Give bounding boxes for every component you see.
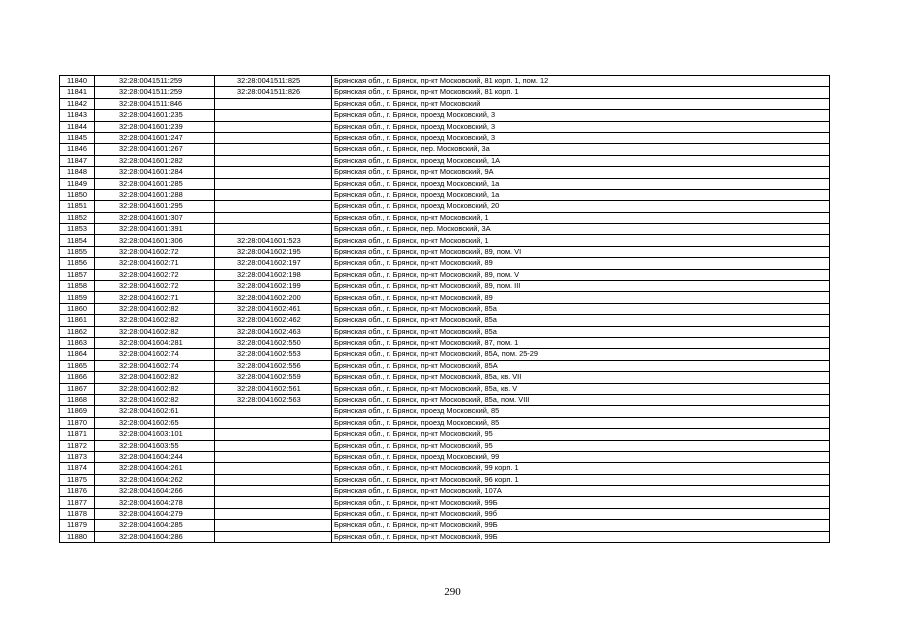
linked-cadastral-number-cell: 32:28:0041511:825 <box>215 76 332 87</box>
table-row <box>60 292 830 303</box>
table-row <box>60 429 830 440</box>
linked-cadastral-number-cell <box>215 121 332 132</box>
row-number-cell: 11851 <box>60 201 95 212</box>
cadastral-number-cell: 32:28:0041601:288 <box>95 189 215 200</box>
table-row <box>60 337 830 348</box>
row-number-cell: 11875 <box>60 474 95 485</box>
address-cell: Брянская обл., г. Брянск, пр-кт Московский, 107А <box>332 486 830 497</box>
table-row <box>60 451 830 462</box>
linked-cadastral-number-cell <box>215 167 332 178</box>
cadastral-number-cell: 32:28:0041603:55 <box>95 440 215 451</box>
linked-cadastral-number-cell <box>215 520 332 531</box>
cadastral-number-cell: 32:28:0041603:101 <box>95 429 215 440</box>
linked-cadastral-number-cell: 32:28:0041602:559 <box>215 372 332 383</box>
linked-cadastral-number-cell <box>215 212 332 223</box>
linked-cadastral-number-cell <box>215 531 332 542</box>
linked-cadastral-number-cell <box>215 429 332 440</box>
table-row <box>60 360 830 371</box>
row-number-cell: 11854 <box>60 235 95 246</box>
row-number-cell: 11873 <box>60 451 95 462</box>
table-row <box>60 189 830 200</box>
row-number-cell: 11863 <box>60 337 95 348</box>
row-number-cell: 11841 <box>60 87 95 98</box>
linked-cadastral-number-cell: 32:28:0041602:461 <box>215 303 332 314</box>
linked-cadastral-number-cell <box>215 406 332 417</box>
address-cell: Брянская обл., г. Брянск, пер. Московский, 3а <box>332 144 830 155</box>
linked-cadastral-number-cell: 32:28:0041602:200 <box>215 292 332 303</box>
table-row <box>60 303 830 314</box>
linked-cadastral-number-cell <box>215 451 332 462</box>
cadastral-number-cell: 32:28:0041601:282 <box>95 155 215 166</box>
table-row <box>60 167 830 178</box>
linked-cadastral-number-cell <box>215 178 332 189</box>
row-number-cell: 11859 <box>60 292 95 303</box>
address-cell: Брянская обл., г. Брянск, пр-кт Московский, 85а, кв. V <box>332 383 830 394</box>
row-number-cell: 11842 <box>60 98 95 109</box>
table-row <box>60 258 830 269</box>
row-number-cell: 11844 <box>60 121 95 132</box>
address-cell: Брянская обл., г. Брянск, пр-кт Московский, 81 корп. 1 <box>332 87 830 98</box>
row-number-cell: 11856 <box>60 258 95 269</box>
address-cell: Брянская обл., г. Брянск, пр-кт Московский, 99б <box>332 508 830 519</box>
table-row <box>60 224 830 235</box>
table-row <box>60 417 830 428</box>
linked-cadastral-number-cell <box>215 440 332 451</box>
cadastral-number-cell: 32:28:0041602:72 <box>95 269 215 280</box>
linked-cadastral-number-cell <box>215 132 332 143</box>
cadastral-number-cell: 32:28:0041602:74 <box>95 360 215 371</box>
address-cell: Брянская обл., г. Брянск, пр-кт Московский <box>332 98 830 109</box>
cadastral-number-cell: 32:28:0041604:286 <box>95 531 215 542</box>
cadastral-number-cell: 32:28:0041604:266 <box>95 486 215 497</box>
table-row <box>60 235 830 246</box>
cadastral-number-cell: 32:28:0041604:244 <box>95 451 215 462</box>
linked-cadastral-number-cell <box>215 417 332 428</box>
table-row <box>60 520 830 531</box>
registry-table-body <box>60 76 830 543</box>
address-cell: Брянская обл., г. Брянск, пр-кт Московский, 99Б <box>332 497 830 508</box>
address-cell: Брянская обл., г. Брянск, проезд Московский, 1а <box>332 189 830 200</box>
linked-cadastral-number-cell <box>215 463 332 474</box>
linked-cadastral-number-cell: 32:28:0041602:199 <box>215 281 332 292</box>
row-number-cell: 11862 <box>60 326 95 337</box>
cadastral-number-cell: 32:28:0041601:247 <box>95 132 215 143</box>
address-cell: Брянская обл., г. Брянск, проезд Московский, 99 <box>332 451 830 462</box>
linked-cadastral-number-cell: 32:28:0041602:197 <box>215 258 332 269</box>
address-cell: Брянская обл., г. Брянск, проезд Московский, 1а <box>332 178 830 189</box>
address-cell: Брянская обл., г. Брянск, пр-кт Московский, 99Б <box>332 531 830 542</box>
cadastral-number-cell: 32:28:0041601:239 <box>95 121 215 132</box>
address-cell: Брянская обл., г. Брянск, пр-кт Московский, 85а, пом. VIII <box>332 394 830 405</box>
cadastral-number-cell: 32:28:0041601:391 <box>95 224 215 235</box>
cadastral-number-cell: 32:28:0041601:306 <box>95 235 215 246</box>
table-row <box>60 326 830 337</box>
linked-cadastral-number-cell <box>215 144 332 155</box>
address-cell: Брянская обл., г. Брянск, проезд Московский, 85 <box>332 406 830 417</box>
address-cell: Брянская обл., г. Брянск, пр-кт Московский, 1 <box>332 212 830 223</box>
row-number-cell: 11840 <box>60 76 95 87</box>
table-row <box>60 383 830 394</box>
row-number-cell: 11861 <box>60 315 95 326</box>
table-row <box>60 508 830 519</box>
cadastral-number-cell: 32:28:0041602:82 <box>95 303 215 314</box>
row-number-cell: 11857 <box>60 269 95 280</box>
linked-cadastral-number-cell <box>215 486 332 497</box>
registry-table <box>59 75 830 543</box>
cadastral-number-cell: 32:28:0041602:74 <box>95 349 215 360</box>
linked-cadastral-number-cell <box>215 110 332 121</box>
cadastral-number-cell: 32:28:0041604:261 <box>95 463 215 474</box>
table-row <box>60 98 830 109</box>
row-number-cell: 11878 <box>60 508 95 519</box>
row-number-cell: 11874 <box>60 463 95 474</box>
cadastral-number-cell: 32:28:0041511:846 <box>95 98 215 109</box>
linked-cadastral-number-cell <box>215 155 332 166</box>
table-row <box>60 269 830 280</box>
cadastral-number-cell: 32:28:0041604:279 <box>95 508 215 519</box>
cadastral-number-cell: 32:28:0041602:82 <box>95 315 215 326</box>
cadastral-number-cell: 32:28:0041601:284 <box>95 167 215 178</box>
address-cell: Брянская обл., г. Брянск, пр-кт Московский, 99 корп. 1 <box>332 463 830 474</box>
cadastral-number-cell: 32:28:0041604:262 <box>95 474 215 485</box>
row-number-cell: 11849 <box>60 178 95 189</box>
linked-cadastral-number-cell <box>215 508 332 519</box>
linked-cadastral-number-cell: 32:28:0041602:563 <box>215 394 332 405</box>
linked-cadastral-number-cell: 32:28:0041511:826 <box>215 87 332 98</box>
linked-cadastral-number-cell: 32:28:0041602:195 <box>215 246 332 257</box>
address-cell: Брянская обл., г. Брянск, пр-кт Московский, 85А <box>332 360 830 371</box>
address-cell: Брянская обл., г. Брянск, пр-кт Московский, 89, пом. V <box>332 269 830 280</box>
table-row <box>60 406 830 417</box>
linked-cadastral-number-cell: 32:28:0041601:523 <box>215 235 332 246</box>
cadastral-number-cell: 32:28:0041601:235 <box>95 110 215 121</box>
row-number-cell: 11876 <box>60 486 95 497</box>
cadastral-number-cell: 32:28:0041601:307 <box>95 212 215 223</box>
address-cell: Брянская обл., г. Брянск, пр-кт Московский, 87, пом. 1 <box>332 337 830 348</box>
row-number-cell: 11846 <box>60 144 95 155</box>
row-number-cell: 11880 <box>60 531 95 542</box>
address-cell: Брянская обл., г. Брянск, пр-кт Московский, 85а <box>332 326 830 337</box>
table-row <box>60 531 830 542</box>
row-number-cell: 11879 <box>60 520 95 531</box>
cadastral-number-cell: 32:28:0041602:71 <box>95 258 215 269</box>
cadastral-number-cell: 32:28:0041602:72 <box>95 246 215 257</box>
table-row <box>60 394 830 405</box>
cadastral-number-cell: 32:28:0041602:82 <box>95 326 215 337</box>
address-cell: Брянская обл., г. Брянск, проезд Московский, 1А <box>332 155 830 166</box>
cadastral-number-cell: 32:28:0041602:82 <box>95 383 215 394</box>
row-number-cell: 11848 <box>60 167 95 178</box>
table-row <box>60 76 830 87</box>
linked-cadastral-number-cell <box>215 201 332 212</box>
cadastral-number-cell: 32:28:0041601:295 <box>95 201 215 212</box>
linked-cadastral-number-cell: 32:28:0041602:561 <box>215 383 332 394</box>
row-number-cell: 11870 <box>60 417 95 428</box>
row-number-cell: 11867 <box>60 383 95 394</box>
table-row <box>60 87 830 98</box>
row-number-cell: 11845 <box>60 132 95 143</box>
row-number-cell: 11843 <box>60 110 95 121</box>
row-number-cell: 11853 <box>60 224 95 235</box>
row-number-cell: 11868 <box>60 394 95 405</box>
table-row <box>60 144 830 155</box>
row-number-cell: 11866 <box>60 372 95 383</box>
row-number-cell: 11869 <box>60 406 95 417</box>
table-row <box>60 463 830 474</box>
table-row <box>60 121 830 132</box>
address-cell: Брянская обл., г. Брянск, пр-кт Московский, 89 <box>332 258 830 269</box>
address-cell: Брянская обл., г. Брянск, пр-кт Московский, 85а <box>332 315 830 326</box>
address-cell: Брянская обл., г. Брянск, пр-кт Московский, 85а <box>332 303 830 314</box>
table-row <box>60 201 830 212</box>
address-cell: Брянская обл., г. Брянск, проезд Московский, 20 <box>332 201 830 212</box>
page-number: 290 <box>444 586 461 598</box>
row-number-cell: 11877 <box>60 497 95 508</box>
linked-cadastral-number-cell: 32:28:0041602:550 <box>215 337 332 348</box>
address-cell: Брянская обл., г. Брянск, пр-кт Московский, 89, пом. VI <box>332 246 830 257</box>
linked-cadastral-number-cell: 32:28:0041602:198 <box>215 269 332 280</box>
address-cell: Брянская обл., г. Брянск, проезд Московский, 3 <box>332 110 830 121</box>
cadastral-number-cell: 32:28:0041602:65 <box>95 417 215 428</box>
table-row <box>60 132 830 143</box>
address-cell: Брянская обл., г. Брянск, пр-кт Московский, 81 корп. 1, пом. 12 <box>332 76 830 87</box>
address-cell: Брянская обл., г. Брянск, проезд Московский, 3 <box>332 121 830 132</box>
row-number-cell: 11865 <box>60 360 95 371</box>
address-cell: Брянская обл., г. Брянск, пр-кт Московский, 99Б <box>332 520 830 531</box>
address-cell: Брянская обл., г. Брянск, пр-кт Московский, 95 <box>332 429 830 440</box>
cadastral-number-cell: 32:28:0041604:281 <box>95 337 215 348</box>
address-cell: Брянская обл., г. Брянск, проезд Московский, 85 <box>332 417 830 428</box>
table-row <box>60 246 830 257</box>
row-number-cell: 11855 <box>60 246 95 257</box>
table-row <box>60 212 830 223</box>
cadastral-number-cell: 32:28:0041602:82 <box>95 394 215 405</box>
address-cell: Брянская обл., г. Брянск, пр-кт Московский, 95 <box>332 440 830 451</box>
row-number-cell: 11871 <box>60 429 95 440</box>
row-number-cell: 11872 <box>60 440 95 451</box>
address-cell: Брянская обл., г. Брянск, пер. Московский, 3А <box>332 224 830 235</box>
cadastral-number-cell: 32:28:0041511:259 <box>95 87 215 98</box>
table-row <box>60 349 830 360</box>
cadastral-number-cell: 32:28:0041602:82 <box>95 372 215 383</box>
address-cell: Брянская обл., г. Брянск, пр-кт Московский, 1 <box>332 235 830 246</box>
cadastral-number-cell: 32:28:0041602:61 <box>95 406 215 417</box>
address-cell: Брянская обл., г. Брянск, проезд Московский, 3 <box>332 132 830 143</box>
address-cell: Брянская обл., г. Брянск, пр-кт Московский, 85А, пом. 25-29 <box>332 349 830 360</box>
address-cell: Брянская обл., г. Брянск, пр-кт Московский, 85а, кв. VII <box>332 372 830 383</box>
address-cell: Брянская обл., г. Брянск, пр-кт Московский, 9А <box>332 167 830 178</box>
address-cell: Брянская обл., г. Брянск, пр-кт Московский, 89 <box>332 292 830 303</box>
linked-cadastral-number-cell <box>215 98 332 109</box>
linked-cadastral-number-cell <box>215 474 332 485</box>
linked-cadastral-number-cell <box>215 224 332 235</box>
table-row <box>60 486 830 497</box>
row-number-cell: 11858 <box>60 281 95 292</box>
row-number-cell: 11847 <box>60 155 95 166</box>
table-row <box>60 497 830 508</box>
linked-cadastral-number-cell <box>215 189 332 200</box>
table-row <box>60 110 830 121</box>
table-row <box>60 315 830 326</box>
linked-cadastral-number-cell <box>215 497 332 508</box>
row-number-cell: 11864 <box>60 349 95 360</box>
cadastral-number-cell: 32:28:0041602:71 <box>95 292 215 303</box>
linked-cadastral-number-cell: 32:28:0041602:463 <box>215 326 332 337</box>
address-cell: Брянская обл., г. Брянск, пр-кт Московский, 89, пом. III <box>332 281 830 292</box>
linked-cadastral-number-cell: 32:28:0041602:553 <box>215 349 332 360</box>
address-cell: Брянская обл., г. Брянск, пр-кт Московский, 96 корп. 1 <box>332 474 830 485</box>
table-row <box>60 474 830 485</box>
row-number-cell: 11860 <box>60 303 95 314</box>
table-row <box>60 155 830 166</box>
row-number-cell: 11850 <box>60 189 95 200</box>
cadastral-number-cell: 32:28:0041601:285 <box>95 178 215 189</box>
cadastral-number-cell: 32:28:0041511:259 <box>95 76 215 87</box>
linked-cadastral-number-cell: 32:28:0041602:462 <box>215 315 332 326</box>
cadastral-number-cell: 32:28:0041601:267 <box>95 144 215 155</box>
linked-cadastral-number-cell: 32:28:0041602:556 <box>215 360 332 371</box>
table-row <box>60 440 830 451</box>
cadastral-number-cell: 32:28:0041604:285 <box>95 520 215 531</box>
table-row <box>60 281 830 292</box>
row-number-cell: 11852 <box>60 212 95 223</box>
cadastral-number-cell: 32:28:0041604:278 <box>95 497 215 508</box>
cadastral-number-cell: 32:28:0041602:72 <box>95 281 215 292</box>
table-row <box>60 372 830 383</box>
table-row <box>60 178 830 189</box>
